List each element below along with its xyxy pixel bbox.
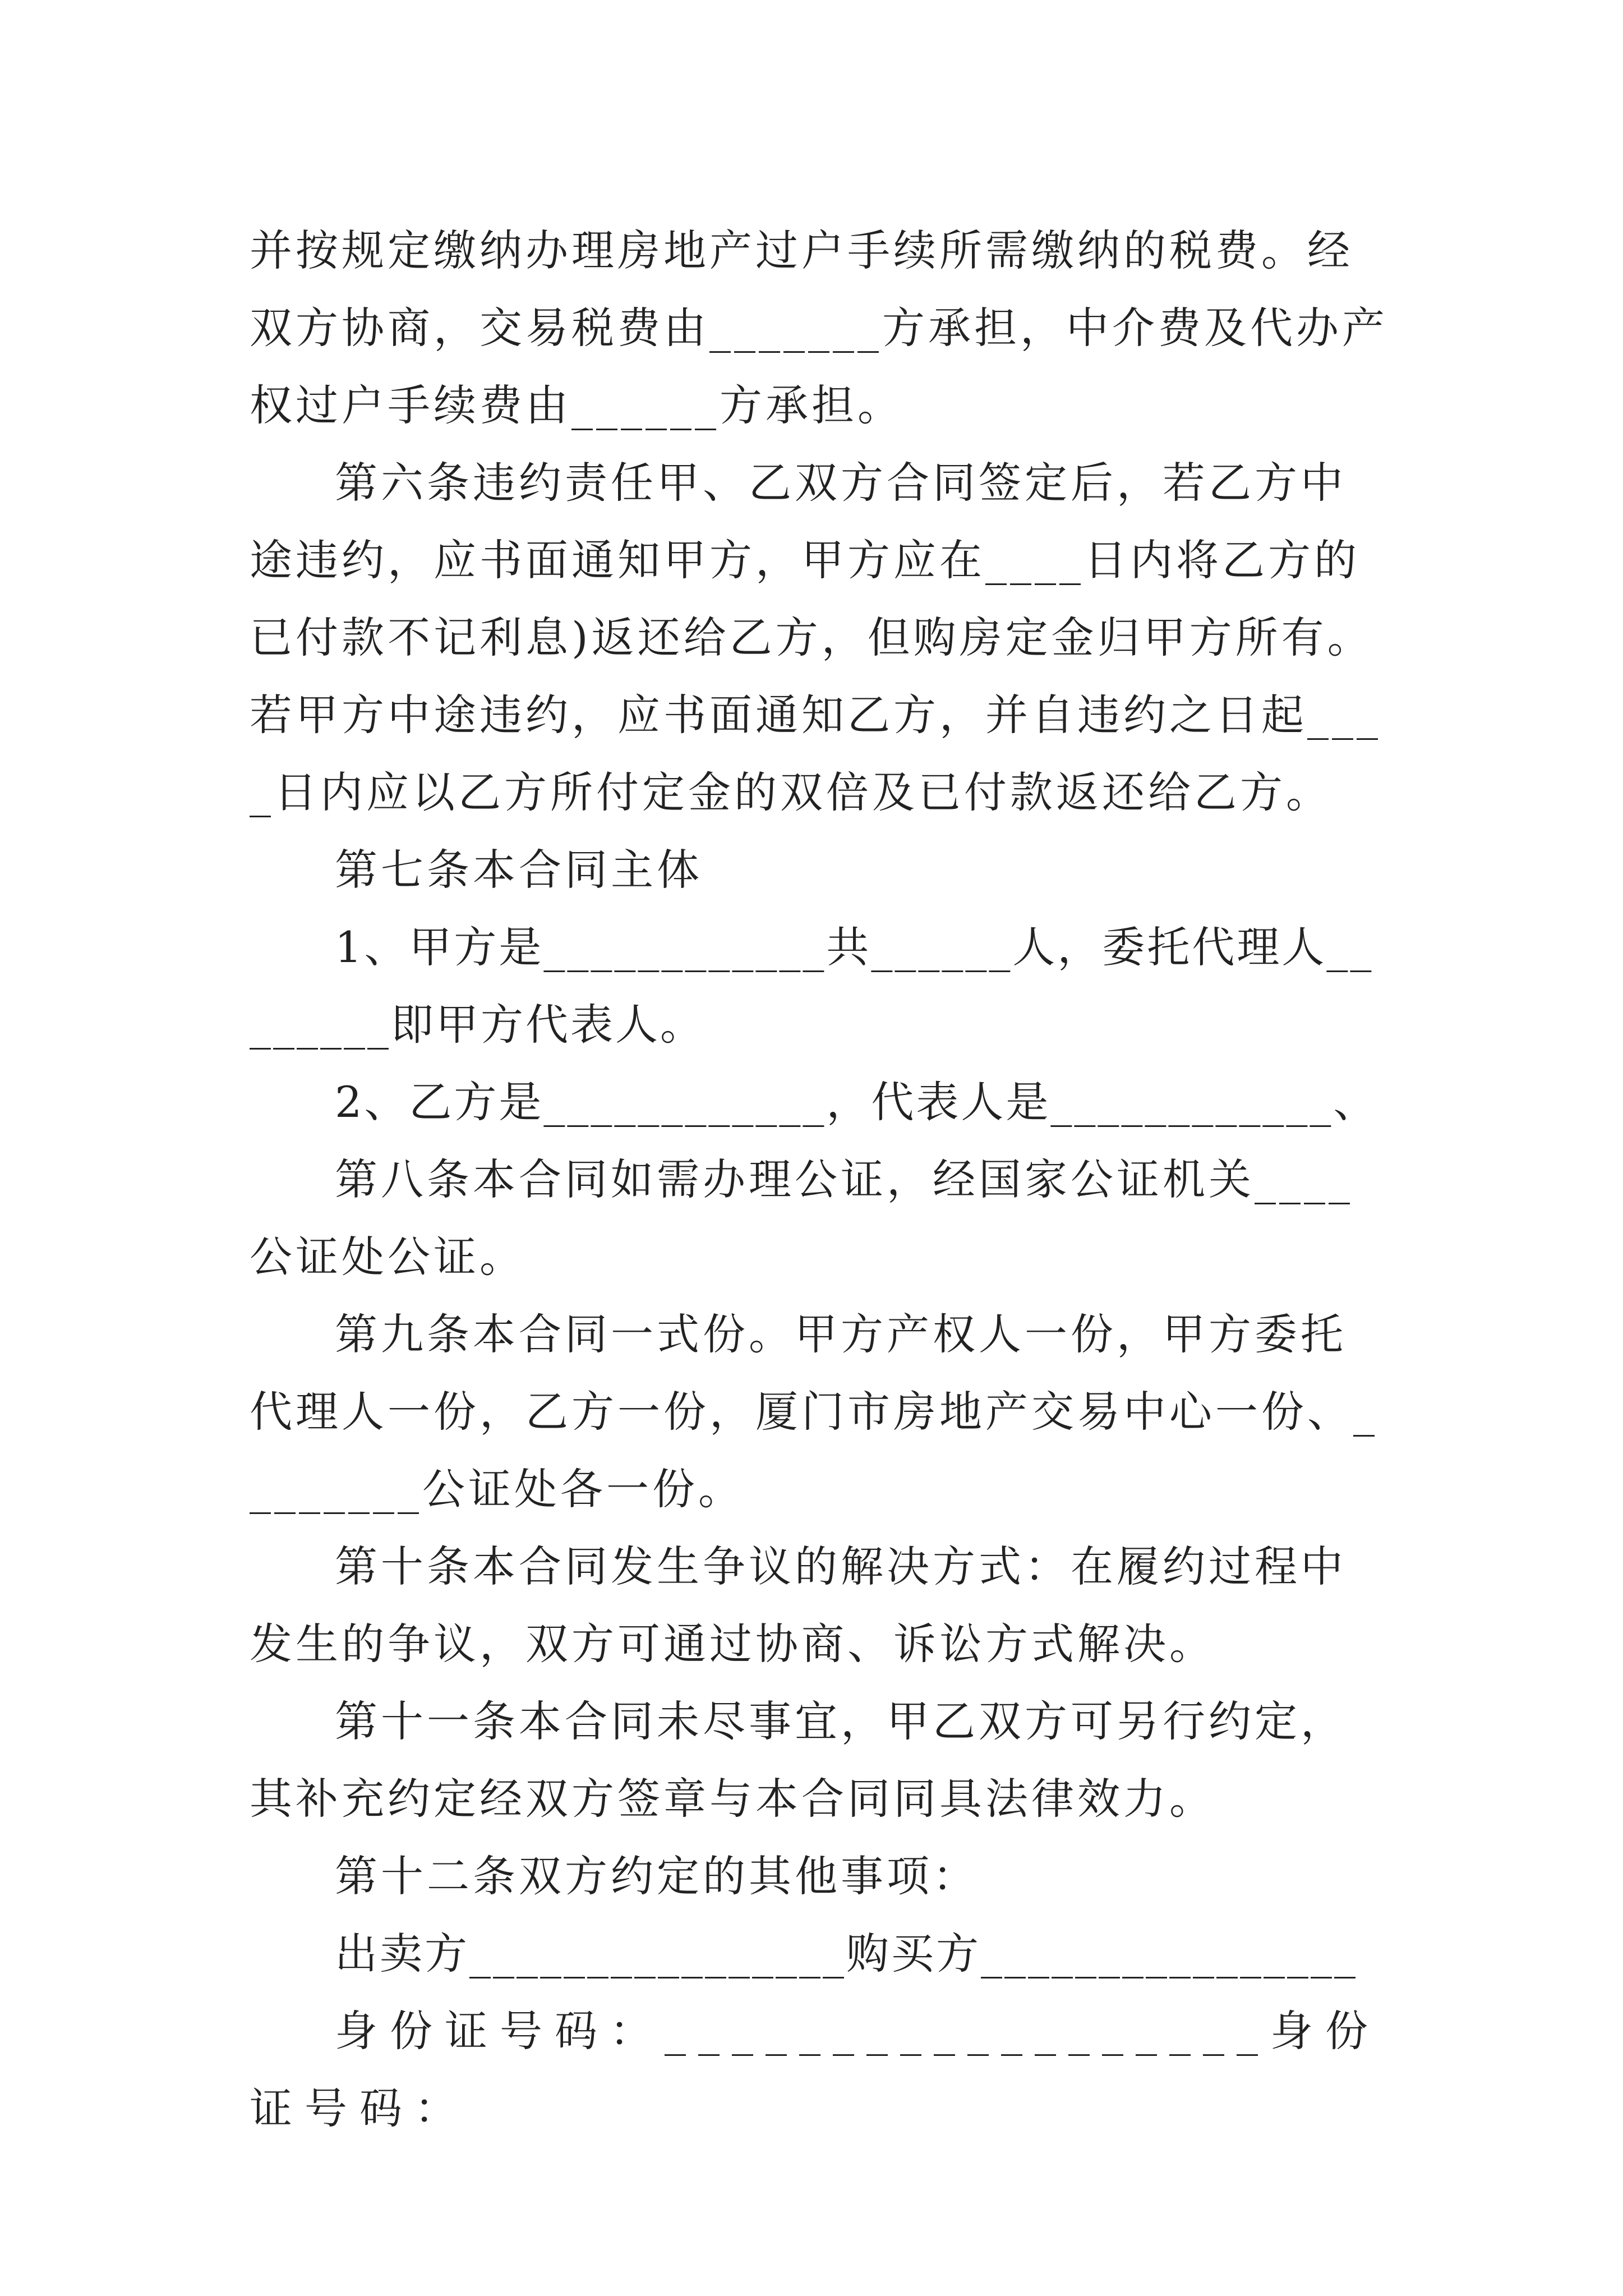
paragraph-tax-fees: 并按规定缴纳办理房地产过户手续所需缴纳的税费。经双方协商，交易税费由_______方承担，中介费及代办产权过户手续费由______方承担。 (250, 226, 1388, 430)
paragraph-seller-buyer: 出卖方________________购买方________________ (335, 1929, 1358, 1978)
paragraph-party-b: 2、乙方是____________，代表人是____________、 (335, 1077, 1378, 1127)
paragraph-id-numbers: 身份证号码：__________________身份证号码： (250, 2006, 1380, 2133)
paragraph-party-a: 1、甲方是____________共______人，委托代理人________即甲方代表人。 (250, 922, 1374, 1050)
paragraph-article-7-title: 第七条本合同主体 (335, 845, 703, 895)
paragraph-article-9-copies: 第九条本合同一式份。甲方产权人一份，甲方委托代理人一份，乙方一份，厦门市房地产交易中心一份、________公证处各一份。 (250, 1309, 1378, 1514)
paragraph-article-12-other: 第十二条双方约定的其他事项： (335, 1851, 979, 1901)
document-body (250, 212, 1388, 2147)
paragraph-article-8-notary: 第八条本合同如需办理公证，经国家公证机关____公证处公证。 (250, 1154, 1353, 1282)
paragraph-article-11-supplement: 第十一条本合同未尽事宜，甲乙双方可另行约定，其补充约定经双方签章与本合同同具法律效力。 (250, 1696, 1347, 1824)
paragraph-article-6-breach: 第六条违约责任甲、乙双方合同签定后，若乙方中途违约，应书面通知甲方，甲方应在____日内将乙方的已付款不记利息)返还给乙方，但购房定金归甲方所有。若甲方中途违约，应书面通知乙方，并自违约之日起____日内应以乙方所付定金的双倍及已付款返还给乙方。 (250, 458, 1381, 817)
paragraph-article-10-disputes: 第十条本合同发生争议的解决方式：在履约过程中发生的争议，双方可通过协商、诉讼方式解决。 (250, 1542, 1347, 1669)
